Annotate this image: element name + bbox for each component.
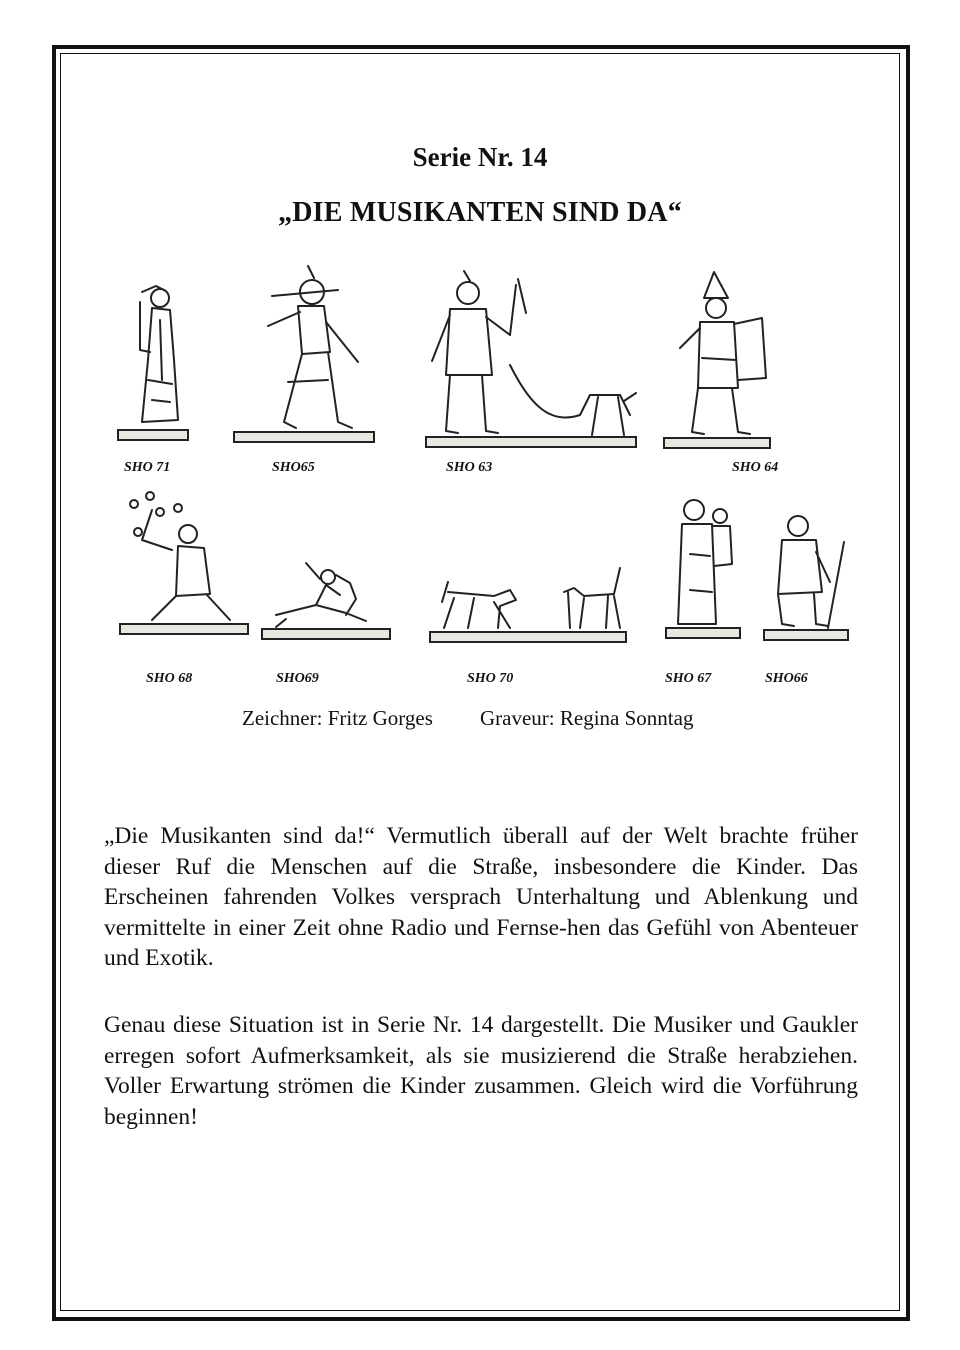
figure-acrobats-icon bbox=[256, 555, 396, 645]
figure-code-sho64: SHO 64 bbox=[732, 460, 779, 475]
credit-designer: Zeichner: Fritz Gorges bbox=[242, 706, 433, 730]
paragraph-situation: Genau diese Situation ist in Serie Nr. 14 dargestellt. Die Musiker und Gaukler erregen sofort Aufmerksamkeit, als sie musizierend die Straße herabziehen. Voller Erwartung strömen die Kinder zusammen. Gleich wird die Vorführung beginnen! bbox=[104, 1012, 858, 1130]
figure-man-with-staff-icon bbox=[758, 512, 854, 646]
figure-code-sho69: SHO69 bbox=[276, 671, 319, 686]
series-subtitle: „DIE MUSIKANTEN SIND DA“ bbox=[278, 197, 682, 228]
figure-flute-player-icon bbox=[228, 262, 380, 450]
figure-dogs-icon bbox=[424, 562, 630, 648]
figure-woman-with-pack-icon bbox=[112, 280, 194, 448]
figure-code-sho66: SHO66 bbox=[765, 671, 808, 686]
figure-code-sho63: SHO 63 bbox=[446, 460, 493, 475]
figure-man-with-monkey-icon bbox=[420, 265, 642, 455]
figure-code-sho68: SHO 68 bbox=[146, 671, 193, 686]
figure-woman-with-child-icon bbox=[660, 494, 746, 646]
figure-code-sho70: SHO 70 bbox=[467, 671, 514, 686]
figure-code-sho67: SHO 67 bbox=[665, 671, 712, 686]
credit-engraver: Graveur: Regina Sonntag bbox=[480, 706, 694, 730]
figure-code-sho71: SHO 71 bbox=[124, 460, 171, 475]
figure-musician-with-pack-icon bbox=[658, 268, 776, 456]
series-title: Serie Nr. 14 bbox=[412, 142, 548, 172]
figure-code-sho65: SHO65 bbox=[272, 460, 315, 475]
paragraph-intro: „Die Musikanten sind da!“ Vermutlich überall auf der Welt brachte früher dieser Ruf die Menschen auf die Straße, insbesondere die Kinder. Das Erscheinen fahrenden Volkes versprach Unterhaltung und Ablenkung und vermittelte in einer Zeit ohne Radio und Fernse-hen das Gefühl von Abenteuer und Exotik. bbox=[104, 823, 858, 971]
figure-juggler-icon bbox=[112, 490, 252, 642]
